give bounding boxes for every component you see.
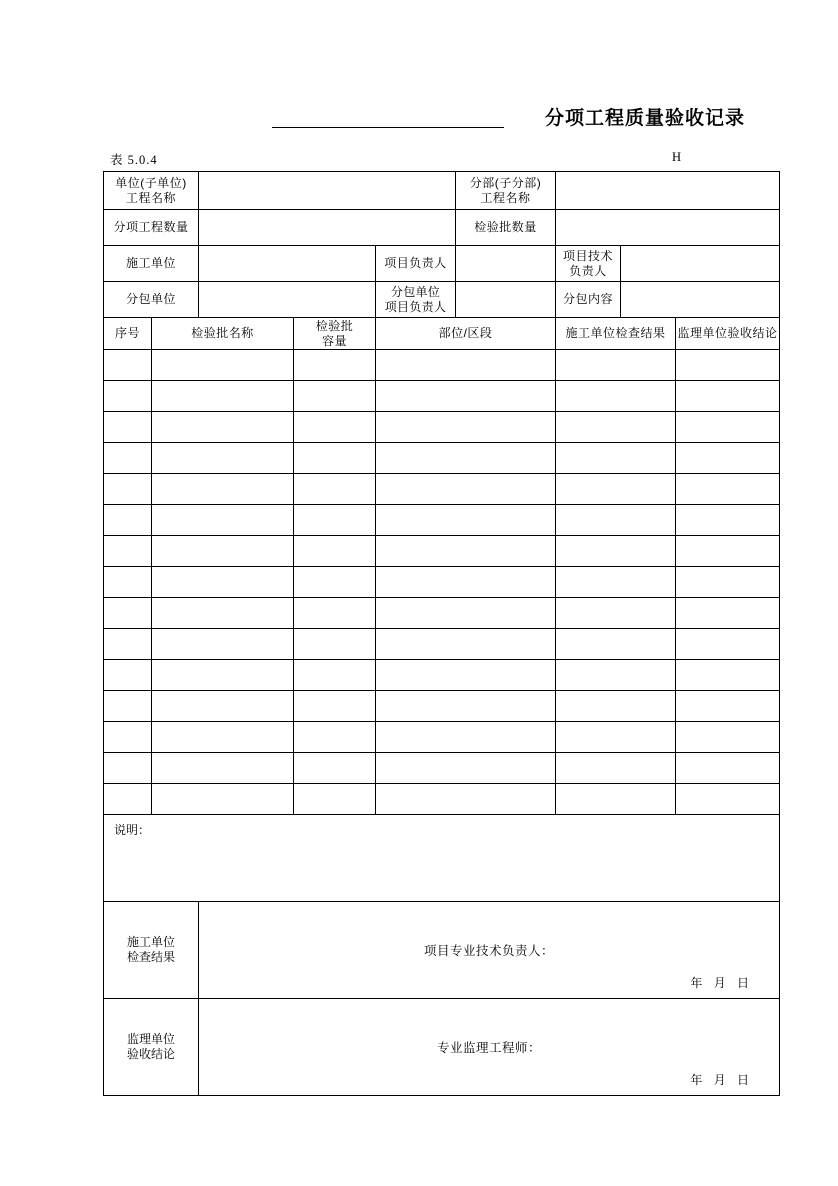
table-row <box>104 753 780 784</box>
supervision-signer-label: 专业监理工程师： <box>437 1041 542 1055</box>
table-row <box>104 722 780 753</box>
cell-construction-result[interactable] <box>556 753 676 784</box>
subcontractor-manager-label: 分包单位 项目负责人 <box>376 282 456 318</box>
cell-lot-capacity[interactable] <box>294 505 376 536</box>
cell-lot-name[interactable] <box>152 567 294 598</box>
cell-lot-name[interactable] <box>152 381 294 412</box>
cell-lot-name[interactable] <box>152 784 294 815</box>
cell-supervision-conclusion[interactable] <box>676 350 780 381</box>
supervision-signoff-body[interactable] <box>199 999 780 1096</box>
cell-construction-result[interactable] <box>556 381 676 412</box>
table-row <box>104 412 780 443</box>
project-manager-label: 项目负责人 <box>376 246 456 282</box>
cell-location[interactable] <box>376 567 556 598</box>
cell-location[interactable] <box>376 598 556 629</box>
cell-location[interactable] <box>376 660 556 691</box>
cell-supervision-conclusion[interactable] <box>676 629 780 660</box>
page-title: 分项工程质量验收记录 <box>544 108 745 129</box>
subcontractor-label: 分包单位 <box>104 282 199 318</box>
cell-index[interactable] <box>104 722 152 753</box>
table-row <box>104 474 780 505</box>
cell-lot-name[interactable] <box>152 536 294 567</box>
cell-construction-result[interactable] <box>556 567 676 598</box>
supervision-signoff-label: 监理单位 验收结论 <box>104 999 199 1096</box>
construction-signoff-label: 施工单位 检查结果 <box>104 902 199 999</box>
cell-supervision-conclusion[interactable] <box>676 443 780 474</box>
cell-lot-capacity[interactable] <box>294 443 376 474</box>
cell-lot-capacity[interactable] <box>294 350 376 381</box>
cell-location[interactable] <box>376 722 556 753</box>
cell-location[interactable] <box>376 784 556 815</box>
cell-index[interactable] <box>104 753 152 784</box>
project-tech-manager-label: 项目技术 负责人 <box>556 246 621 282</box>
cell-supervision-conclusion[interactable] <box>676 474 780 505</box>
cell-lot-name[interactable] <box>152 350 294 381</box>
column-header-supervision-conclusion: 监理单位验收结论 <box>676 318 780 350</box>
note-cell[interactable] <box>104 815 780 902</box>
cell-index[interactable] <box>104 691 152 722</box>
construction-signer-label: 项目专业技术负责人： <box>424 944 555 958</box>
cell-construction-result[interactable] <box>556 660 676 691</box>
cell-lot-name[interactable] <box>152 753 294 784</box>
table-row <box>104 536 780 567</box>
cell-lot-name[interactable] <box>152 691 294 722</box>
cell-lot-name[interactable] <box>152 443 294 474</box>
cell-index[interactable] <box>104 660 152 691</box>
sub-item-quantity-label: 分项工程数量 <box>104 210 199 246</box>
cell-index[interactable] <box>104 629 152 660</box>
cell-lot-name[interactable] <box>152 474 294 505</box>
cell-lot-name[interactable] <box>152 412 294 443</box>
table-row <box>104 691 780 722</box>
inspection-lot-quantity-value[interactable] <box>556 210 780 246</box>
cell-supervision-conclusion[interactable] <box>676 598 780 629</box>
cell-index[interactable] <box>104 567 152 598</box>
cell-supervision-conclusion[interactable] <box>676 784 780 815</box>
cell-index[interactable] <box>104 474 152 505</box>
inspection-lot-quantity-label: 检验批数量 <box>456 210 556 246</box>
cell-lot-capacity[interactable] <box>294 691 376 722</box>
cell-lot-name[interactable] <box>152 660 294 691</box>
row-construction-unit <box>104 246 780 282</box>
construction-unit-label: 施工单位 <box>104 246 199 282</box>
table-row <box>104 660 780 691</box>
cell-location[interactable] <box>376 505 556 536</box>
cell-lot-capacity[interactable] <box>294 784 376 815</box>
cell-construction-result[interactable] <box>556 536 676 567</box>
division-project-name-label: 分部(子分部) 工程名称 <box>456 172 556 210</box>
cell-construction-result[interactable] <box>556 350 676 381</box>
project-tech-manager-value[interactable] <box>621 246 780 282</box>
construction-unit-value[interactable] <box>199 246 376 282</box>
cell-location[interactable] <box>376 536 556 567</box>
table-row <box>104 443 780 474</box>
form-code: 表 5.0.4 <box>110 153 158 167</box>
supervision-date-label: 年 月 日 <box>690 1073 754 1088</box>
cell-supervision-conclusion[interactable] <box>676 505 780 536</box>
construction-signoff-row <box>104 902 780 999</box>
unit-project-name-value[interactable] <box>199 172 456 210</box>
note-row <box>104 815 780 902</box>
cell-lot-name[interactable] <box>152 629 294 660</box>
subcontractor-manager-value[interactable] <box>456 282 556 318</box>
acceptance-record-table <box>103 171 780 1096</box>
cell-index[interactable] <box>104 443 152 474</box>
cell-location[interactable] <box>376 753 556 784</box>
table-row <box>104 350 780 381</box>
sub-item-quantity-value[interactable] <box>199 210 456 246</box>
cell-construction-result[interactable] <box>556 505 676 536</box>
cell-supervision-conclusion[interactable] <box>676 660 780 691</box>
construction-signoff-body[interactable] <box>199 902 780 999</box>
cell-supervision-conclusion[interactable] <box>676 722 780 753</box>
cell-location[interactable] <box>376 412 556 443</box>
cell-supervision-conclusion[interactable] <box>676 691 780 722</box>
subcontract-content-label: 分包内容 <box>556 282 621 318</box>
cell-lot-capacity[interactable] <box>294 722 376 753</box>
cell-location[interactable] <box>376 691 556 722</box>
cell-construction-result[interactable] <box>556 629 676 660</box>
row-quantities <box>104 210 780 246</box>
table-column-headers <box>104 318 780 350</box>
cell-index[interactable] <box>104 412 152 443</box>
table-row <box>104 784 780 815</box>
cell-index[interactable] <box>104 536 152 567</box>
table-row <box>104 505 780 536</box>
cell-lot-capacity[interactable] <box>294 598 376 629</box>
cell-supervision-conclusion[interactable] <box>676 567 780 598</box>
form-mark: H <box>672 150 682 164</box>
cell-lot-capacity[interactable] <box>294 629 376 660</box>
cell-lot-name[interactable] <box>152 722 294 753</box>
cell-supervision-conclusion[interactable] <box>676 753 780 784</box>
cell-location[interactable] <box>376 443 556 474</box>
cell-supervision-conclusion[interactable] <box>676 381 780 412</box>
subcontract-content-value[interactable] <box>621 282 780 318</box>
cell-index[interactable] <box>104 381 152 412</box>
subcontractor-value[interactable] <box>199 282 376 318</box>
cell-supervision-conclusion[interactable] <box>676 536 780 567</box>
column-header-lot-capacity: 检验批 容量 <box>294 318 376 350</box>
column-header-index: 序号 <box>104 318 152 350</box>
column-header-lot-name: 检验批名称 <box>152 318 294 350</box>
note-label: 说明： <box>114 823 151 837</box>
cell-index[interactable] <box>104 350 152 381</box>
cell-lot-capacity[interactable] <box>294 474 376 505</box>
cell-lot-name[interactable] <box>152 505 294 536</box>
table-row <box>104 381 780 412</box>
table-row <box>104 598 780 629</box>
cell-lot-capacity[interactable] <box>294 381 376 412</box>
column-header-construction-result: 施工单位检查结果 <box>556 318 676 350</box>
cell-location[interactable] <box>376 381 556 412</box>
cell-lot-capacity[interactable] <box>294 567 376 598</box>
cell-lot-name[interactable] <box>152 598 294 629</box>
project-manager-value[interactable] <box>456 246 556 282</box>
supervision-signoff-row <box>104 999 780 1096</box>
cell-index[interactable] <box>104 505 152 536</box>
construction-date-label: 年 月 日 <box>690 976 754 991</box>
title-underline <box>272 127 504 128</box>
cell-supervision-conclusion[interactable] <box>676 412 780 443</box>
cell-construction-result[interactable] <box>556 412 676 443</box>
cell-location[interactable] <box>376 629 556 660</box>
cell-construction-result[interactable] <box>556 474 676 505</box>
cell-construction-result[interactable] <box>556 443 676 474</box>
cell-lot-capacity[interactable] <box>294 536 376 567</box>
table-row <box>104 629 780 660</box>
cell-lot-capacity[interactable] <box>294 412 376 443</box>
cell-construction-result[interactable] <box>556 784 676 815</box>
cell-construction-result[interactable] <box>556 722 676 753</box>
row-project-names <box>104 172 780 210</box>
cell-location[interactable] <box>376 474 556 505</box>
column-header-location: 部位/区段 <box>376 318 556 350</box>
division-project-name-value[interactable] <box>556 172 780 210</box>
cell-index[interactable] <box>104 598 152 629</box>
row-subcontractor <box>104 282 780 318</box>
cell-index[interactable] <box>104 784 152 815</box>
cell-construction-result[interactable] <box>556 598 676 629</box>
cell-lot-capacity[interactable] <box>294 753 376 784</box>
cell-construction-result[interactable] <box>556 691 676 722</box>
cell-lot-capacity[interactable] <box>294 660 376 691</box>
unit-project-name-label: 单位(子单位) 工程名称 <box>104 172 199 210</box>
table-row <box>104 567 780 598</box>
cell-location[interactable] <box>376 350 556 381</box>
